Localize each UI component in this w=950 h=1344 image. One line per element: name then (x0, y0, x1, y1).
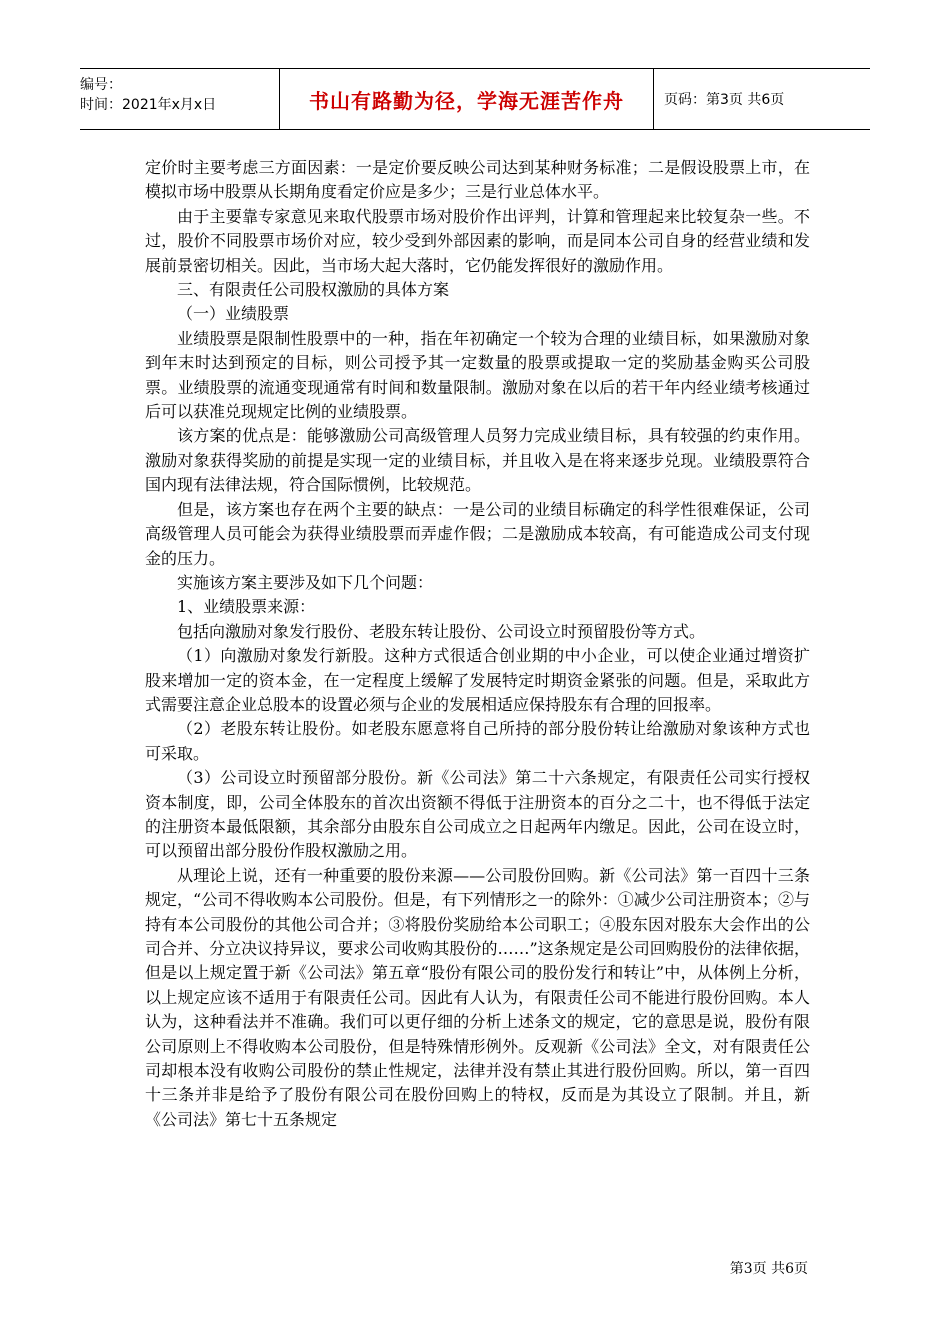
body-paragraph: （1）向激励对象发行新股。这种方式很适合创业期的中小企业，可以使企业通过增资扩股来增加一定的资本金，在一定程度上缓解了发展特定时期资金紧张的问题。但是，采取此方式需要注意企业总股本的设置必须与企业的发展相适应保持股东有合理的回报率。 (145, 646, 810, 714)
body-paragraph: 但是，该方案也存在两个主要的缺点：一是公司的业绩目标确定的科学性很难保证，公司高级管理人员可能会为获得业绩股票而弄虚作假；二是激励成本较高，有可能造成公司支付现金的压力。 (145, 499, 810, 568)
body-paragraph: 包括向激励对象发行股份、老股东转让股份、公司设立时预留股份等方式。 (177, 621, 706, 641)
body-paragraph: 三、有限责任公司股权激励的具体方案 (177, 280, 450, 300)
body-paragraph: 业绩股票是限制性股票中的一种，指在年初确定一个较为合理的业绩目标，如果激励对象到年末时达到预定的目标，则公司授予其一定数量的股票或提取一定的奖励基金购买公司股票。业绩股票的流通变现通常有时间和数量限制。激励对象在以后的若干年内经业绩考核通过后可以获准兑现规定比例的业绩股票。 (145, 328, 810, 422)
serial-label: 编号： (80, 77, 122, 93)
body-paragraph: 定价时主要考虑三方面因素：一是定价要反映公司达到某种财务标准；二是假设股票上市，在模拟市场中股票从长期角度看定价应是多少；三是行业总体水平。 (145, 158, 810, 202)
header-motto: 书山有路勤为径，学海无涯苦作舟 (280, 69, 654, 129)
body-paragraph: （一）业绩股票 (177, 304, 290, 324)
body-paragraph: 从理论上说，还有一种重要的股份来源——公司股份回购。新《公司法》第一百四十三条规定，“公司不得收购本公司股份。但是，有下列情形之一的除外：①减少公司注册资本；②与持有本公司股份的其他公司合并；③将股份奖励给本公司职工；④股东因对股东大会作出的公司合并、分立决议持异议，要求公司收购其股份的……”这条规定是公司回购股份的法律依据，但是以上规定置于新《公司法》第五章“股份有限公司的股份发行和转让”中，从体例上分析，以上规定应该不适用于有限责任公司。因此有人认为，有限责任公司不能进行股份回购。本人认为，这种看法并不准确。我们可以更仔细的分析上述条文的规定，它的意思是说，股份有限公司原则上不得收购本公司股份，但是特殊情形例外。反观新《公司法》全文，对有限责任公司却根本没有收购公司股份的禁止性规定，法律并没有禁止其进行股份回购。所以，第一百四十三条并非是给予了股份有限公司在股份回购上的特权，反而是为其设立了限制。并且，新《公司法》第七十五条规定 (145, 865, 810, 1129)
date-label: 时间：2021年x月x日 (80, 97, 217, 113)
document-body (145, 156, 810, 1132)
body-paragraph: 实施该方案主要涉及如下几个问题： (177, 572, 434, 592)
body-paragraph: 该方案的优点是：能够激励公司高级管理人员努力完成业绩目标，具有较强的约束作用。激励对象获得奖励的前提是实现一定的业绩目标，并且收入是在将来逐步兑现。业绩股票符合国内现有法律法规，符合国际惯例，比较规范。 (145, 426, 810, 495)
body-paragraph: （3）公司设立时预留部分股份。新《公司法》第二十六条规定，有限责任公司实行授权资本制度，即，公司全体股东的首次出资额不得低于注册资本的百分之二十，也不得低于法定的注册资本最低限额，其余部分由股东自公司成立之日起两年内缴足。因此，公司在设立时，可以预留出部分股份作股权激励之用。 (145, 768, 810, 861)
header-page-info: 页码：第3页 共6页 (664, 92, 785, 108)
footer-page-number: 第3页 共6页 (729, 1261, 808, 1277)
body-paragraph: 由于主要靠专家意见来取代股票市场对股价作出评判，计算和管理起来比较复杂一些。不过，股价不同股票市场价对应，较少受到外部因素的影响，而是同本公司自身的经营业绩和发展前景密切相关。因此，当市场大起大落时，它仍能发挥很好的激励作用。 (145, 206, 810, 275)
page-header (80, 68, 870, 130)
body-paragraph: 1、业绩股票来源： (177, 597, 316, 617)
body-paragraph: （2）老股东转让股份。如老股东愿意将自己所持的部分股份转让给激励对象该种方式也可采取。 (145, 719, 810, 763)
header-meta (80, 69, 280, 129)
